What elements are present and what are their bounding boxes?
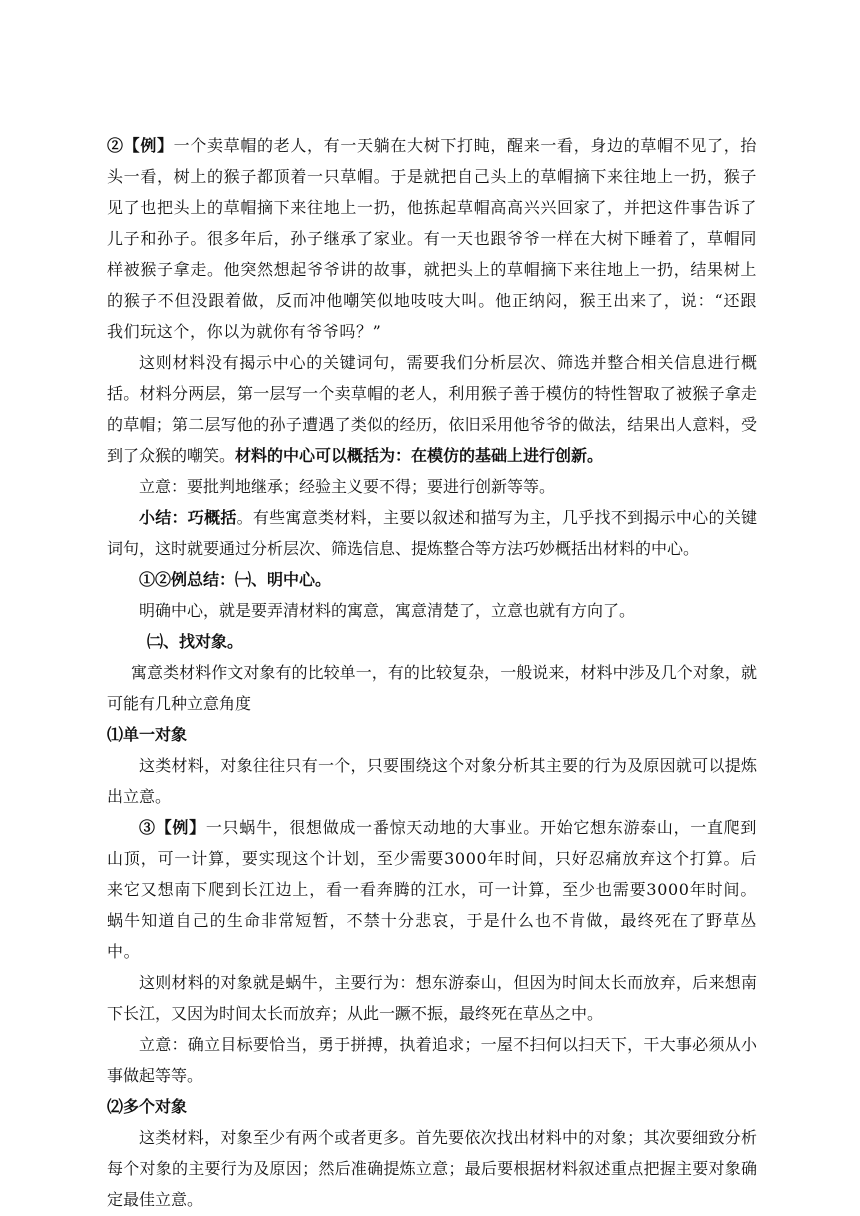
multiple-objects-paragraph: 这类材料，对象至少有两个或者更多。首先要依次找出材料中的对象；其次要细致分析每个对象的主要行为及原因；然后准确提炼立意；最后要根据材料叙述重点把握主要对象确定最佳立意。 bbox=[107, 1128, 757, 1209]
subheading-single-object: ⑴单一对象 bbox=[107, 725, 188, 744]
example-3-text: 一只蜗牛，很想做成一番惊天动地的大事业。开始它想东游泰山，一直爬到山顶，可一计算，要实现这个计划，至少需要3000年时间，只好忍痛放弃这个打算。后来它又想南下爬到长江边上，看一看奔腾的江水，可一计算，至少也需要3000年时间。蜗牛知道自己的生命非常短暂，不禁十分悲哀，于是什么也不肯做，最终死在了野草丛中。 bbox=[107, 818, 757, 961]
section-heading-1: ①②例总结：㈠、明中心。 bbox=[139, 570, 332, 589]
section-heading-2: ㈡、找对象。 bbox=[147, 632, 244, 651]
analysis-conclusion: 材料的中心可以概括为：在模仿的基础上进行创新。 bbox=[235, 446, 604, 465]
summary-label: 小结：巧概括 bbox=[139, 508, 237, 527]
analysis-text: 这则材料没有揭示中心的关键词句，需要我们分析层次、筛选并整合相关信息进行概括。材料分两层，第一层写一个卖草帽的老人，利用猴子善于模仿的特性智取了被猴子拿走的草帽；第二层写他的孙子遭遇了类似的经历，依旧采用他爷爷的做法，结果出人意料，受到了众猴的嘲笑。 bbox=[107, 353, 757, 465]
example-3-label: ③【例】 bbox=[139, 818, 206, 837]
example-2-label: ②【例】 bbox=[107, 136, 174, 155]
center-paragraph: 明确中心，就是要弄清材料的寓意，寓意清楚了，立意也就有方向了。 bbox=[139, 601, 636, 620]
object-intro-paragraph: 寓意类材料作文对象有的比较单一，有的比较复杂，一般说来，材料中涉及几个对象，就可能有几种立意角度 bbox=[107, 663, 757, 713]
snail-analysis-paragraph: 这则材料的对象就是蜗牛，主要行为：想东游泰山，但因为时间太长而放弃，后来想南下长江，又因为时间太长而放弃；从此一蹶不振，最终死在草丛之中。 bbox=[107, 973, 757, 1023]
summary-text: 。有些寓意类材料，主要以叙述和描写为主，几乎找不到揭示中心的关键词句，这时就要通过分析层次、筛选信息、提炼整合等方法巧妙概括出材料的中心。 bbox=[107, 508, 757, 558]
theme-paragraph-2: 立意：确立目标要恰当，勇于拼搏，执着追求；一屋不扫何以扫天下，干大事必须从小事做起等等。 bbox=[107, 1035, 757, 1085]
theme-paragraph-1: 立意：要批判地继承；经验主义要不得；要进行创新等等。 bbox=[139, 477, 556, 496]
summary-paragraph bbox=[107, 502, 757, 564]
document-body bbox=[107, 130, 757, 1215]
subheading-multiple-objects: ⑵多个对象 bbox=[107, 1097, 188, 1116]
example-2-paragraph bbox=[107, 130, 757, 347]
example-3-paragraph bbox=[107, 812, 757, 967]
analysis-paragraph bbox=[107, 347, 757, 471]
example-2-text: 一个卖草帽的老人，有一天躺在大树下打盹，醒来一看，身边的草帽不见了，抬头一看，树上的猴子都顶着一只草帽。于是就把自己头上的草帽摘下来往地上一扔，猴子见了也把头上的草帽摘下来往地上一扔，他拣起草帽高高兴兴回家了，并把这件事告诉了儿子和孙子。很多年后，孙子继承了家业。有一天也跟爷爷一样在大树下睡着了，草帽同样被猴子拿走。他突然想起爷爷讲的故事，就把头上的草帽摘下来往地上一扔，结果树上的猴子不但没跟着做，反而冲他嘲笑似地吱吱大叫。他正纳闷，猴王出来了，说：“还跟我们玩这个，你以为就你有爷爷吗？” bbox=[107, 136, 757, 341]
single-object-paragraph: 这类材料，对象往往只有一个，只要围绕这个对象分析其主要的行为及原因就可以提炼出立意。 bbox=[107, 756, 757, 806]
